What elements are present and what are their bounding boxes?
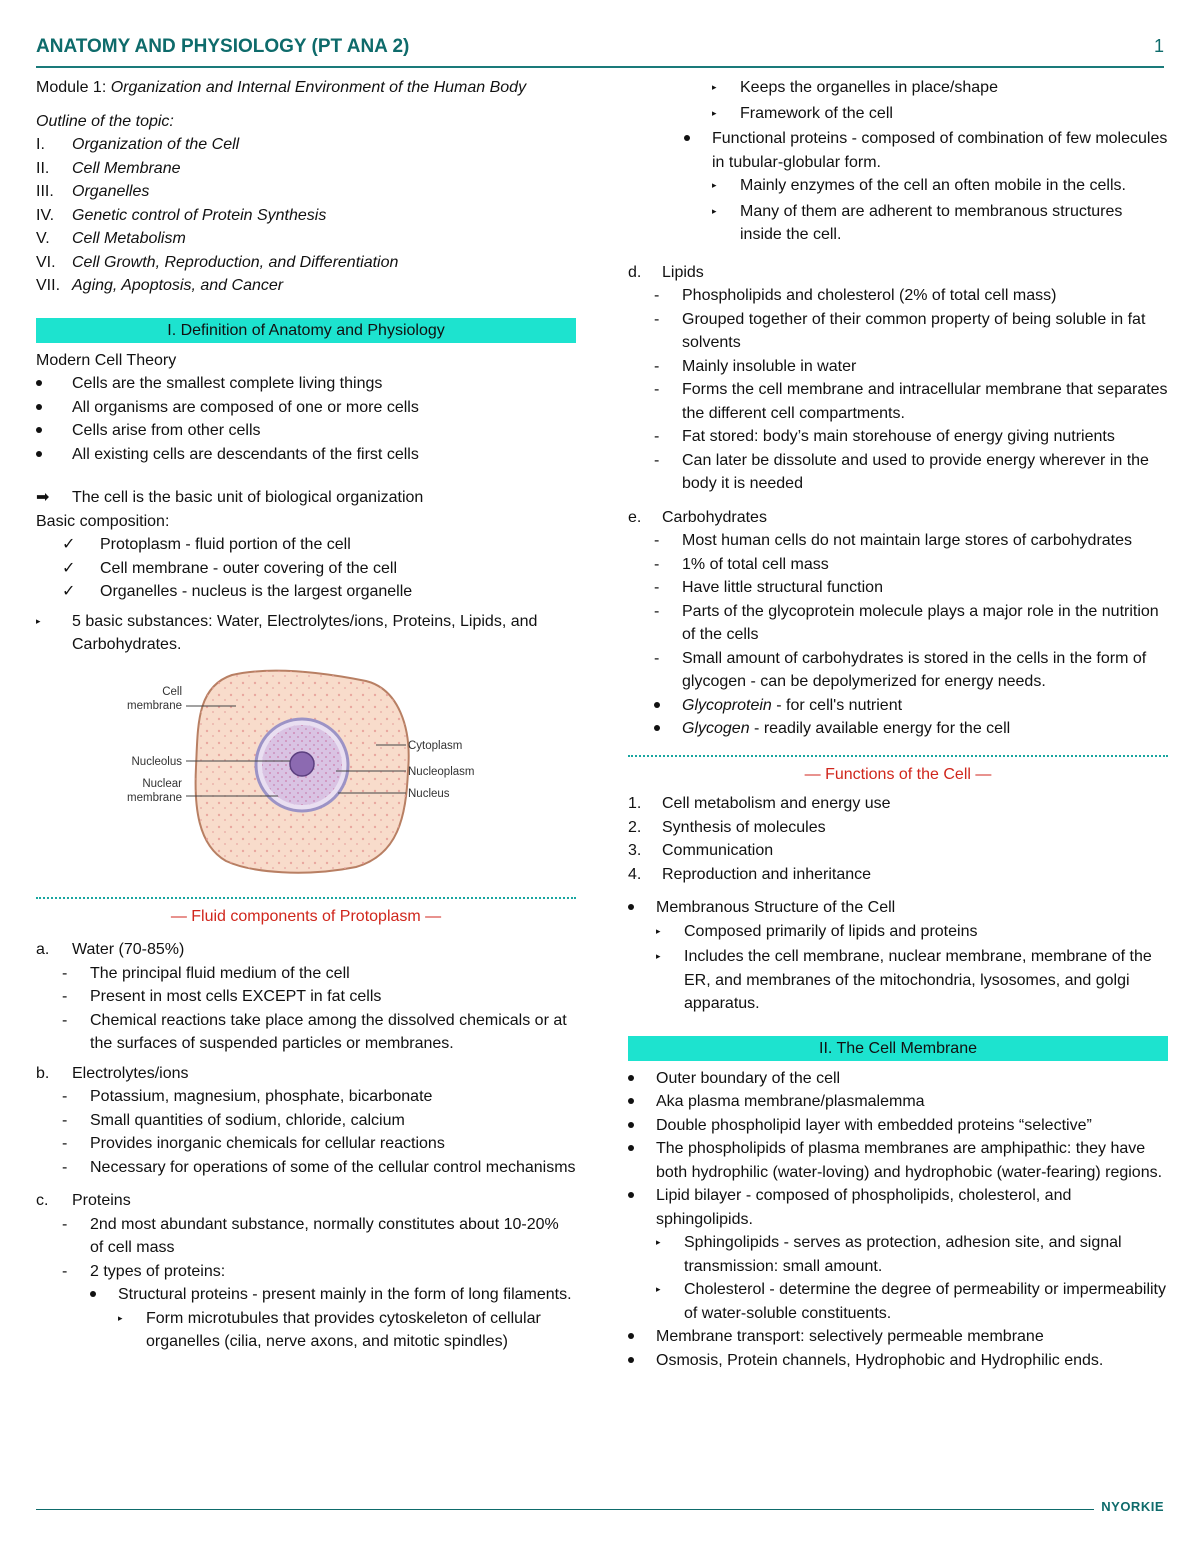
- list-item: [36, 274, 576, 298]
- triangle-bullet-icon: ▸: [656, 1284, 661, 1294]
- nucleoplasm-label: Nucleoplasm: [408, 765, 475, 778]
- cell-membrane-list: [628, 1067, 1168, 1373]
- nuclear-membrane-label: membrane: [127, 791, 182, 804]
- electrolytes-list: [36, 1085, 576, 1179]
- nucleolus-label: Nucleolus: [131, 755, 182, 768]
- list-item: All existing cells are descendants of the first cells: [36, 443, 576, 467]
- list-item: ▸ Form microtubules that provides cytoskeleton of cellular organelles (cilia, nerve axons, and mitotic spindles): [118, 1309, 541, 1350]
- subsection-heading: — Functions of the Cell —: [804, 765, 992, 783]
- list-item: ▸ Many of them are adherent to membranous structures inside the cell.: [712, 202, 1123, 243]
- bullet-icon: [628, 1098, 634, 1104]
- list-item: - Most human cells do not maintain large stores of carbohydrates: [654, 532, 1133, 549]
- list-item: [36, 133, 576, 157]
- cell-diagram-svg: [36, 667, 576, 877]
- list-item: ✓ Protoplasm - fluid portion of the cell: [62, 533, 576, 557]
- bullet-icon: [684, 135, 690, 141]
- list-item: - Fat stored: body’s main storehouse of energy giving nutrients: [654, 428, 1115, 445]
- triangle-bullet-icon: ▸: [712, 205, 717, 216]
- list-item: - 1% of total cell mass: [654, 555, 829, 573]
- list-item: ▸ Cholesterol - determine the degree of permeability or impermeability of water-soluble constituents.: [656, 1281, 1166, 1322]
- list-item: Aka plasma membrane/plasmalemma: [628, 1090, 1168, 1114]
- triangle-bullet-icon: ▸: [712, 180, 717, 190]
- modern-cell-theory-list: [36, 372, 576, 466]
- list-item: The phospholipids of plasma membranes are amphipathic: they have both hydrophilic (water-loving) and hydrophobic (water-fearing) regions.: [628, 1137, 1168, 1184]
- list-item: - Small amount of carbohydrates is stored in the cells in the form of glycogen - can be depolymerized for energy needs.: [654, 649, 1147, 690]
- list-item: - Mainly insoluble in water: [654, 357, 857, 375]
- list-item: - Small quantities of sodium, chloride, calcium: [62, 1111, 405, 1129]
- right-column: [628, 76, 1168, 1372]
- lipids-list: [628, 284, 1168, 496]
- document-title: ANATOMY AND PHYSIOLOGY (PT ANA 2): [36, 36, 410, 57]
- bullet-icon: [628, 904, 634, 910]
- list-item: Osmosis, Protein channels, Hydrophobic and Hydrophilic ends.: [628, 1349, 1168, 1373]
- cytoplasm-label: Cytoplasm: [408, 739, 463, 752]
- list-item: Functional proteins - composed of combination of few molecules in tubular-globular form.: [684, 127, 1168, 174]
- list-item: ▸ 5 basic substances: Water, Electrolytes/ions, Proteins, Lipids, and Carbohydrates.: [36, 612, 538, 653]
- list-item: - Have little structural function: [654, 579, 883, 596]
- list-item: ▸ Mainly enzymes of the cell an often mobile in the cells.: [712, 177, 1126, 194]
- list-item: ✓ Cell membrane - outer covering of the cell: [62, 557, 576, 581]
- list-item: - Grouped together of their common property of being soluble in fat solvents: [654, 310, 1146, 351]
- bullet-icon: [654, 702, 660, 708]
- section-heading: I. Definition of Anatomy and Physiology: [36, 318, 576, 343]
- subsection-heading: — Fluid components of Protoplasm —: [170, 907, 442, 925]
- list-item: - 2nd most abundant substance, normally constitutes about 10-20% of cell mass: [62, 1215, 559, 1256]
- list-item: - Phospholipids and cholesterol (2% of total cell mass): [654, 287, 1057, 304]
- checkmark-icon: ✓: [62, 536, 76, 553]
- list-item: - Chemical reactions take place among the dissolved chemicals or at the surfaces of suspended particles or membranes.: [62, 1011, 567, 1052]
- list-item: ▸ Sphingolipids - serves as protection, adhesion site, and signal transmission: small amount.: [656, 1234, 1122, 1275]
- list-item: [36, 180, 576, 204]
- triangle-bullet-icon: ▸: [36, 615, 41, 626]
- list-item: Cells are the smallest complete living things: [36, 372, 576, 396]
- bullet-icon: [36, 451, 42, 457]
- arrow-right-icon: ➡: [36, 489, 50, 506]
- item-text: Cell Metabolism: [72, 230, 186, 247]
- item-text: Cell Growth, Reproduction, and Differentiation: [72, 253, 399, 271]
- proteins-heading: c. Proteins: [36, 1192, 131, 1209]
- list-item: Lipid bilayer - composed of phospholipids, cholesterol, and sphingolipids.: [628, 1184, 1168, 1231]
- list-item: Cells arise from other cells: [36, 419, 576, 443]
- list-item: ▸ Framework of the cell: [712, 104, 893, 122]
- proteins-list: [36, 1213, 576, 1354]
- module-prefix: Module 1:: [36, 79, 111, 96]
- list-item: - Necessary for operations of some of the cellular control mechanisms: [62, 1158, 576, 1176]
- item-text: Cell Membrane: [72, 159, 181, 177]
- triangle-bullet-icon: ▸: [118, 1312, 123, 1323]
- checkmark-icon: ✓: [62, 559, 76, 577]
- module-name: Organization and Internal Environment of the Human Body: [110, 79, 527, 96]
- lipids-heading: d. Lipids: [628, 263, 704, 281]
- list-item: ▸ Keeps the organelles in place/shape: [712, 79, 998, 96]
- list-item: 2. Synthesis of molecules: [628, 818, 826, 836]
- outline-label: Outline of the topic:: [36, 112, 174, 130]
- list-item: ▸ Composed primarily of lipids and proteins: [656, 922, 978, 940]
- module-title: [36, 76, 576, 100]
- item-number: II.: [36, 159, 50, 177]
- list-item: All organisms are composed of one or more cells: [36, 396, 576, 420]
- carbohydrates-heading: e. Carbohydrates: [628, 508, 767, 526]
- outline-list: [36, 133, 576, 298]
- bullet-icon: [628, 1075, 634, 1081]
- item-number: VII.: [36, 277, 61, 294]
- list-item: [36, 157, 576, 181]
- list-item: - Present in most cells EXCEPT in fat cells: [62, 988, 382, 1005]
- nucleus-label: Nucleus: [408, 787, 450, 800]
- modern-cell-theory-label: Modern Cell Theory: [36, 351, 177, 369]
- list-item: 3. Communication: [628, 842, 774, 859]
- water-heading: a. Water (70-85%): [36, 941, 185, 958]
- list-item: Glycogen - readily available energy for the cell: [654, 717, 1168, 741]
- carbohydrates-list: [628, 529, 1168, 741]
- list-item: Glycoprotein - for cell's nutrient: [654, 694, 1168, 718]
- divider: [628, 755, 1168, 757]
- list-item: - Forms the cell membrane and intracellular membrane that separates the different cell compartments.: [654, 381, 1168, 422]
- list-item: [36, 204, 576, 228]
- basic-composition-list: [36, 533, 576, 604]
- list-item: - Parts of the glycoprotein molecule plays a major role in the nutrition of the cells: [654, 602, 1159, 643]
- list-item: - Provides inorganic chemicals for cellular reactions: [62, 1135, 445, 1152]
- structural-continued-list: [628, 76, 1168, 127]
- triangle-bullet-icon: ▸: [712, 82, 717, 92]
- item-text: Genetic control of Protein Synthesis: [72, 206, 327, 224]
- triangle-bullet-icon: ▸: [656, 951, 661, 961]
- triangle-bullet-icon: ▸: [656, 925, 661, 936]
- list-item: ✓ Organelles - nucleus is the largest organelle: [62, 580, 576, 604]
- nucleolus: [290, 752, 314, 776]
- list-item: - Potassium, magnesium, phosphate, bicarbonate: [62, 1088, 433, 1105]
- page-number: 1: [1153, 36, 1164, 56]
- basic-composition-label: Basic composition:: [36, 512, 170, 530]
- item-number: IV.: [36, 206, 55, 224]
- list-item: 4. Reproduction and inheritance: [628, 865, 872, 883]
- list-item: Membranous Structure of the Cell: [628, 896, 1168, 920]
- checkmark-icon: ✓: [62, 583, 76, 600]
- arrow-item: ➡ The cell is the basic unit of biological organization: [36, 486, 576, 510]
- list-item: Outer boundary of the cell: [628, 1067, 1168, 1091]
- author-brand: NYORKIE: [1101, 1499, 1164, 1514]
- section-heading: II. The Cell Membrane: [628, 1036, 1168, 1061]
- item-text: Organelles: [72, 183, 150, 200]
- list-item: - The principal fluid medium of the cell: [62, 964, 350, 982]
- bullet-icon: [90, 1291, 96, 1297]
- item-number: V.: [36, 230, 50, 247]
- bullet-icon: [36, 404, 42, 410]
- bullet-icon: [36, 380, 42, 386]
- cell-membrane-label: Cell: [162, 685, 182, 698]
- bullet-icon: [628, 1333, 634, 1339]
- list-item: Membrane transport: selectively permeable membrane: [628, 1325, 1168, 1349]
- bullet-icon: [628, 1145, 634, 1151]
- item-number: I.: [36, 136, 45, 153]
- list-item: Structural proteins - present mainly in the form of long filaments.: [90, 1283, 576, 1307]
- footer-rule: [36, 1509, 1094, 1510]
- list-item: - Can later be dissolute and used to provide energy wherever in the body it is needed: [654, 451, 1149, 492]
- item-number: VI.: [36, 253, 56, 271]
- bullet-icon: [628, 1122, 634, 1128]
- bullet-icon: [628, 1357, 634, 1363]
- list-item: Double phospholipid layer with embedded proteins “selective”: [628, 1114, 1168, 1138]
- item-text: Organization of the Cell: [72, 136, 240, 153]
- list-item: 1. Cell metabolism and energy use: [628, 795, 891, 812]
- list-item: [36, 251, 576, 275]
- page-footer: [36, 1499, 1164, 1517]
- bullet-icon: [36, 427, 42, 433]
- electrolytes-heading: b. Electrolytes/ions: [36, 1064, 189, 1082]
- item-number: III.: [36, 183, 54, 200]
- cell-membrane-label: membrane: [127, 699, 182, 712]
- nuclear-membrane-label: Nuclear: [142, 777, 182, 790]
- list-item: - 2 types of proteins:: [62, 1262, 226, 1280]
- item-text: Aging, Apoptosis, and Cancer: [72, 277, 284, 294]
- triangle-bullet-icon: ▸: [656, 1237, 661, 1247]
- list-item: ▸ Includes the cell membrane, nuclear membrane, membrane of the ER, and membranes of the mitochondria, lysosomes, and golgi apparatus.: [656, 948, 1152, 1012]
- triangle-bullet-icon: ▸: [712, 107, 717, 118]
- water-list: [36, 962, 576, 1056]
- cell-diagram: [36, 667, 576, 883]
- divider: [36, 897, 576, 899]
- bullet-icon: [654, 725, 660, 731]
- left-column: [36, 76, 576, 1354]
- page-header: [36, 36, 1164, 68]
- list-item: [36, 227, 576, 251]
- functions-list: [628, 792, 1168, 886]
- bullet-icon: [628, 1192, 634, 1198]
